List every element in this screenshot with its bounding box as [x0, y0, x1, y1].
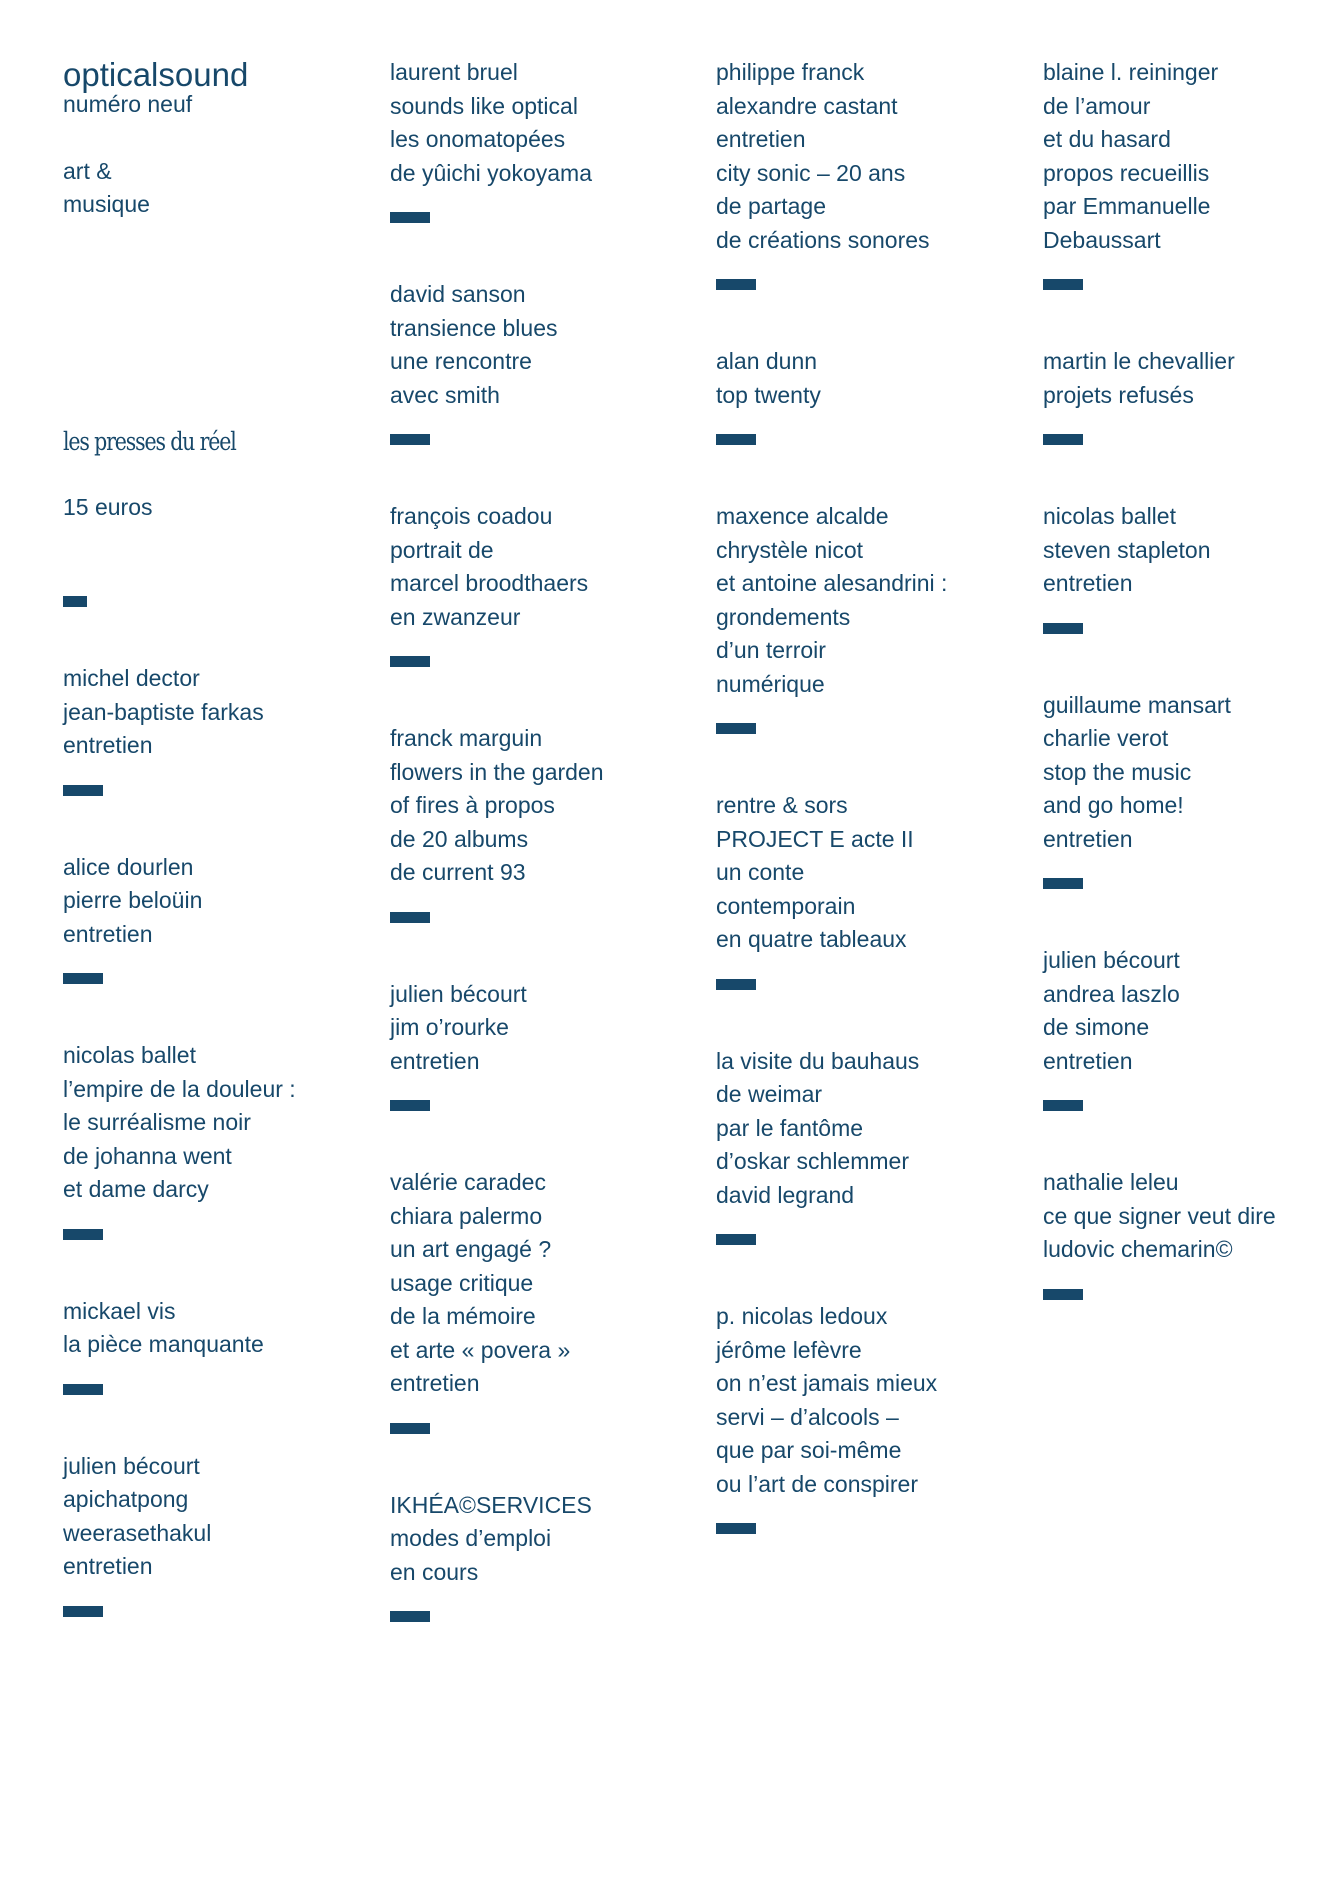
article-entry [1043, 944, 1337, 1078]
article-entry [390, 278, 710, 412]
article-line: entretien [716, 126, 806, 152]
separator-dash [1043, 434, 1083, 445]
article-line: alice dourlen [63, 853, 194, 880]
article-line: de current 93 [390, 859, 526, 885]
article-entry [390, 500, 710, 634]
article-line: par le fantôme [716, 1114, 864, 1141]
tagline [63, 155, 383, 222]
article-line: david legrand [716, 1181, 855, 1208]
article-line: david sanson [390, 281, 526, 307]
article-line: transience blues [390, 314, 558, 341]
article-entry [1043, 56, 1337, 257]
article-line: p. nicolas ledoux [716, 1303, 888, 1329]
article-line: franck marguin [390, 725, 543, 751]
article-line: ludovic chemarin© [1043, 1236, 1233, 1262]
separator-dash [63, 785, 103, 796]
article-line: valérie caradec [390, 1169, 546, 1195]
article-line: ce que signer veut dire [1043, 1202, 1276, 1229]
separator-dash [716, 434, 756, 445]
separator-dash [716, 723, 756, 734]
article-line: blaine l. reininger [1043, 59, 1219, 85]
article-entry [390, 1166, 710, 1401]
article-line: modes d’emploi [390, 1525, 552, 1551]
article-line: l’empire de la douleur : [63, 1075, 296, 1102]
article-line: de weimar [716, 1081, 823, 1107]
article-entry [1043, 345, 1337, 412]
article-line: nicolas ballet [63, 1042, 196, 1068]
separator-dash [1043, 1100, 1083, 1111]
separator-dash [63, 973, 103, 984]
article-line: jean-baptiste farkas [63, 698, 264, 725]
article-line: et antoine alesandrini : [716, 570, 948, 596]
article-entry [390, 56, 710, 190]
article-line: numérique [716, 670, 825, 697]
publisher-logo: les presses du réel [63, 426, 236, 456]
article-line: nicolas ballet [1043, 503, 1176, 529]
article-entry [390, 722, 710, 890]
article-entry [390, 1489, 710, 1590]
article-line: la pièce manquante [63, 1331, 264, 1357]
article-line: entretien [1043, 570, 1133, 596]
article-line: julien bécourt [390, 980, 527, 1007]
article-entry [716, 345, 1036, 412]
article-line: marcel broodthaers [390, 570, 589, 596]
article-line: martin le chevallier [1043, 348, 1235, 374]
article-line: stop the music [1043, 758, 1192, 785]
price: 15 euros [63, 493, 153, 520]
article-line: de l’amour [1043, 92, 1151, 119]
article-line: andrea laszlo [1043, 980, 1180, 1007]
article-line: mickael vis [63, 1297, 176, 1324]
article-line: la visite du bauhaus [716, 1047, 920, 1074]
column-3 [716, 56, 1036, 1589]
article-line: une rencontre [390, 348, 532, 374]
article-line: portrait de [390, 536, 494, 563]
separator-dash [390, 1611, 430, 1622]
column-2-entries [390, 56, 710, 1677]
article-entry [63, 1450, 383, 1584]
separator-dash [716, 1234, 756, 1245]
article-entry [716, 56, 1036, 257]
article-entry [1043, 1166, 1337, 1267]
article-line: de yûichi yokoyama [390, 159, 592, 186]
article-line: le surréalisme noir [63, 1109, 251, 1135]
article-line: en zwanzeur [390, 603, 521, 630]
article-line: que par soi-même [716, 1437, 902, 1463]
article-line: city sonic – 20 ans [716, 159, 906, 186]
article-entry [63, 662, 383, 763]
separator-dash [390, 1423, 430, 1434]
article-line: top twenty [716, 381, 821, 408]
article-line: propos recueillis [1043, 159, 1210, 186]
tagline-line: musique [63, 191, 150, 217]
separator-dash [1043, 1289, 1083, 1300]
separator-dash [390, 656, 430, 667]
column-4 [1043, 56, 1337, 1355]
separator-dash [1043, 623, 1083, 634]
article-entry [716, 789, 1036, 957]
column-1 [63, 56, 383, 1672]
article-line: entretien [63, 1553, 153, 1579]
article-line: de 20 albums [390, 825, 529, 852]
separator-dash [390, 912, 430, 923]
article-line: servi – d’alcools – [716, 1403, 899, 1430]
separator-dash [390, 434, 430, 445]
article-line: et arte « povera » [390, 1336, 571, 1363]
article-line: en cours [390, 1558, 479, 1585]
article-line: julien bécourt [63, 1452, 200, 1479]
separator-dash [716, 279, 756, 290]
article-line: flowers in the garden [390, 758, 604, 785]
article-entry [63, 1295, 383, 1362]
article-line: entretien [1043, 1047, 1133, 1074]
article-line: of fires à propos [390, 792, 555, 818]
article-entry [1043, 500, 1337, 601]
article-line: chrystèle nicot [716, 536, 864, 563]
article-line: de créations sonores [716, 226, 930, 253]
article-line: on n’est jamais mieux [716, 1370, 938, 1396]
article-line: avec smith [390, 381, 500, 408]
article-line: usage critique [390, 1269, 534, 1296]
column-1-entries [63, 662, 383, 1672]
article-line: nathalie leleu [1043, 1169, 1179, 1195]
separator-dash [63, 596, 87, 607]
article-line: un conte [716, 859, 805, 885]
article-line: entretien [1043, 825, 1133, 852]
article-line: en quatre tableaux [716, 926, 907, 952]
article-line: IKHÉA©SERVICES [390, 1491, 592, 1518]
article-line: de simone [1043, 1014, 1150, 1040]
article-line: alexandre castant [716, 92, 898, 119]
article-line: et du hasard [1043, 126, 1171, 152]
article-line: de la mémoire [390, 1303, 536, 1329]
separator-dash [716, 979, 756, 990]
article-line: rentre & sors [716, 792, 848, 818]
article-line: apichatpong [63, 1486, 189, 1512]
article-line: un art engagé ? [390, 1236, 552, 1262]
article-entry [716, 500, 1036, 701]
separator-dash [1043, 878, 1083, 889]
article-line: entretien [390, 1370, 480, 1396]
article-line: and go home! [1043, 792, 1184, 818]
article-line: par Emmanuelle [1043, 193, 1211, 219]
article-line: julien bécourt [1043, 947, 1180, 973]
article-entry [390, 978, 710, 1079]
article-line: pierre beloüin [63, 887, 203, 913]
article-line: ou l’art de conspirer [716, 1470, 918, 1497]
separator-dash [63, 1606, 103, 1617]
article-line: contemporain [716, 892, 856, 919]
article-line: et dame darcy [63, 1176, 209, 1202]
article-line: chiara palermo [390, 1202, 543, 1229]
column-4-entries [1043, 56, 1337, 1355]
article-entry [1043, 689, 1337, 857]
article-line: entretien [63, 920, 153, 947]
article-line: françois coadou [390, 503, 553, 529]
article-entry [63, 1039, 383, 1207]
article-line: d’oskar schlemmer [716, 1148, 909, 1174]
article-line: Debaussart [1043, 226, 1161, 253]
article-line: weerasethakul [63, 1519, 212, 1546]
article-line: jérôme lefèvre [716, 1336, 862, 1363]
article-line: de johanna went [63, 1142, 232, 1169]
article-line: guillaume mansart [1043, 691, 1231, 718]
article-line: steven stapleton [1043, 536, 1211, 563]
separator-dash [390, 212, 430, 223]
tagline-line: art & [63, 157, 112, 184]
separator-dash [63, 1384, 103, 1395]
article-line: grondements [716, 603, 851, 630]
column-2 [390, 56, 710, 1677]
article-line: philippe franck [716, 59, 865, 85]
separator-dash [63, 1229, 103, 1240]
article-line: d’un terroir [716, 637, 826, 663]
article-line: michel dector [63, 665, 200, 691]
article-line: alan dunn [716, 348, 818, 374]
article-line: laurent bruel [390, 59, 518, 85]
article-line: de partage [716, 193, 826, 219]
article-line: les onomatopées [390, 126, 566, 152]
article-entry [716, 1300, 1036, 1501]
article-line: jim o’rourke [390, 1014, 509, 1040]
article-entry [716, 1045, 1036, 1213]
article-line: PROJECT E acte II [716, 825, 914, 852]
column-3-entries [716, 56, 1036, 1589]
separator-dash [716, 1523, 756, 1534]
article-entry [63, 851, 383, 952]
article-line: maxence alcalde [716, 503, 889, 529]
article-line: sounds like optical [390, 92, 578, 119]
article-line: entretien [63, 732, 153, 758]
article-line: entretien [390, 1047, 480, 1074]
separator-dash [390, 1100, 430, 1111]
article-line: projets refusés [1043, 381, 1194, 408]
magazine-title: opticalsound [63, 56, 249, 93]
article-line: charlie verot [1043, 725, 1169, 751]
issue-number: numéro neuf [63, 91, 193, 117]
separator-dash [1043, 279, 1083, 290]
